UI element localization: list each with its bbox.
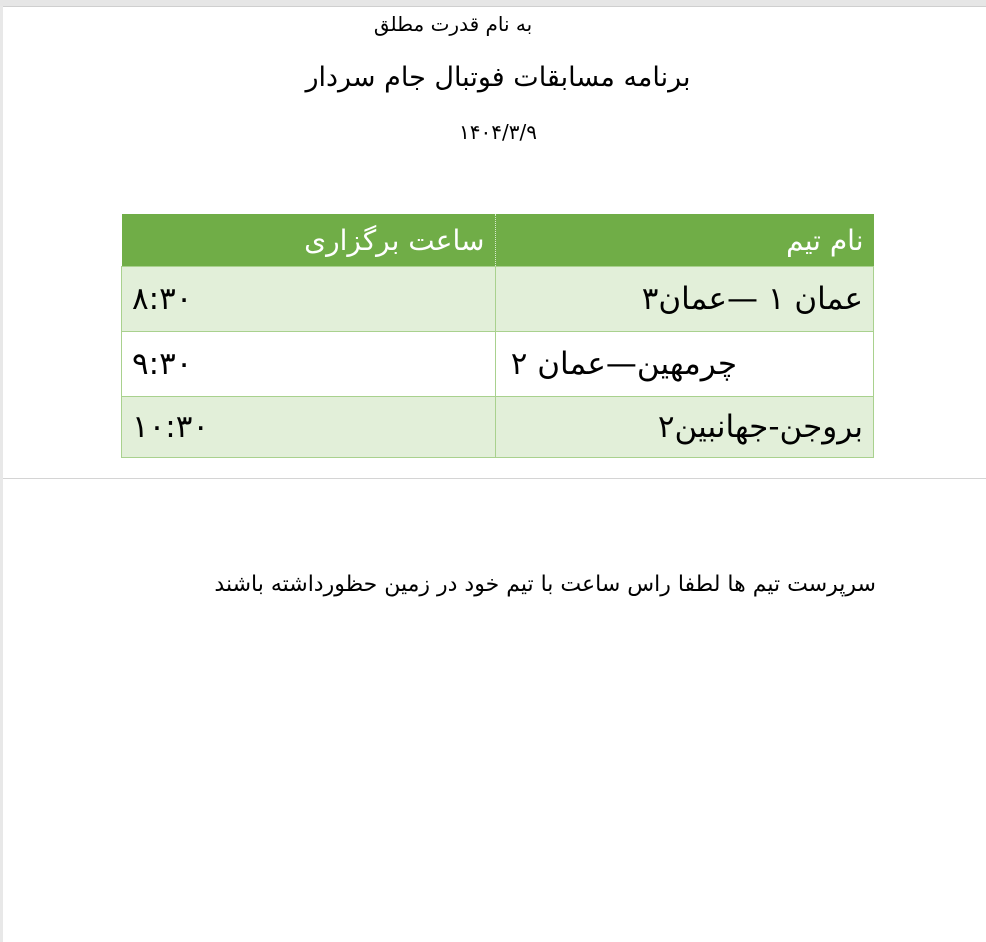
top-ruler (0, 0, 986, 7)
column-header-time: ساعت برگزاری (122, 214, 496, 267)
page-date: ۱۴۰۴/۳/۹ (459, 120, 537, 144)
page-title: برنامه مسابقات فوتبال جام سردار (305, 62, 691, 93)
time-value: ۱۰:۳۰ (132, 409, 210, 445)
team-cell[interactable]: بروجن-جهانبین۲ (495, 397, 874, 458)
supervisor-note: سرپرست تیم ها لطفا راس ساعت با تیم خود در زمین حظورداشته باشند (214, 572, 876, 597)
column-header-team: نام تیم (495, 214, 874, 267)
page-left-edge (0, 6, 3, 942)
time-value: ۸:۳۰ (132, 281, 193, 317)
table-header-row (122, 214, 874, 267)
table-row (122, 267, 874, 332)
team-cell[interactable]: چرمهین—عمان ۲ (495, 332, 874, 397)
time-value: ۹:۳۰ (132, 346, 193, 382)
team-cell[interactable]: عمان ۱ —عمان۳ (495, 267, 874, 332)
dedication-line: به نام قدرت مطلق (373, 12, 533, 36)
table-row (122, 397, 874, 458)
time-cell[interactable] (122, 267, 496, 332)
table-row (122, 332, 874, 397)
page-break-line (3, 478, 986, 479)
match-schedule-table (121, 214, 874, 458)
time-cell[interactable] (122, 332, 496, 397)
time-cell[interactable] (122, 397, 496, 458)
